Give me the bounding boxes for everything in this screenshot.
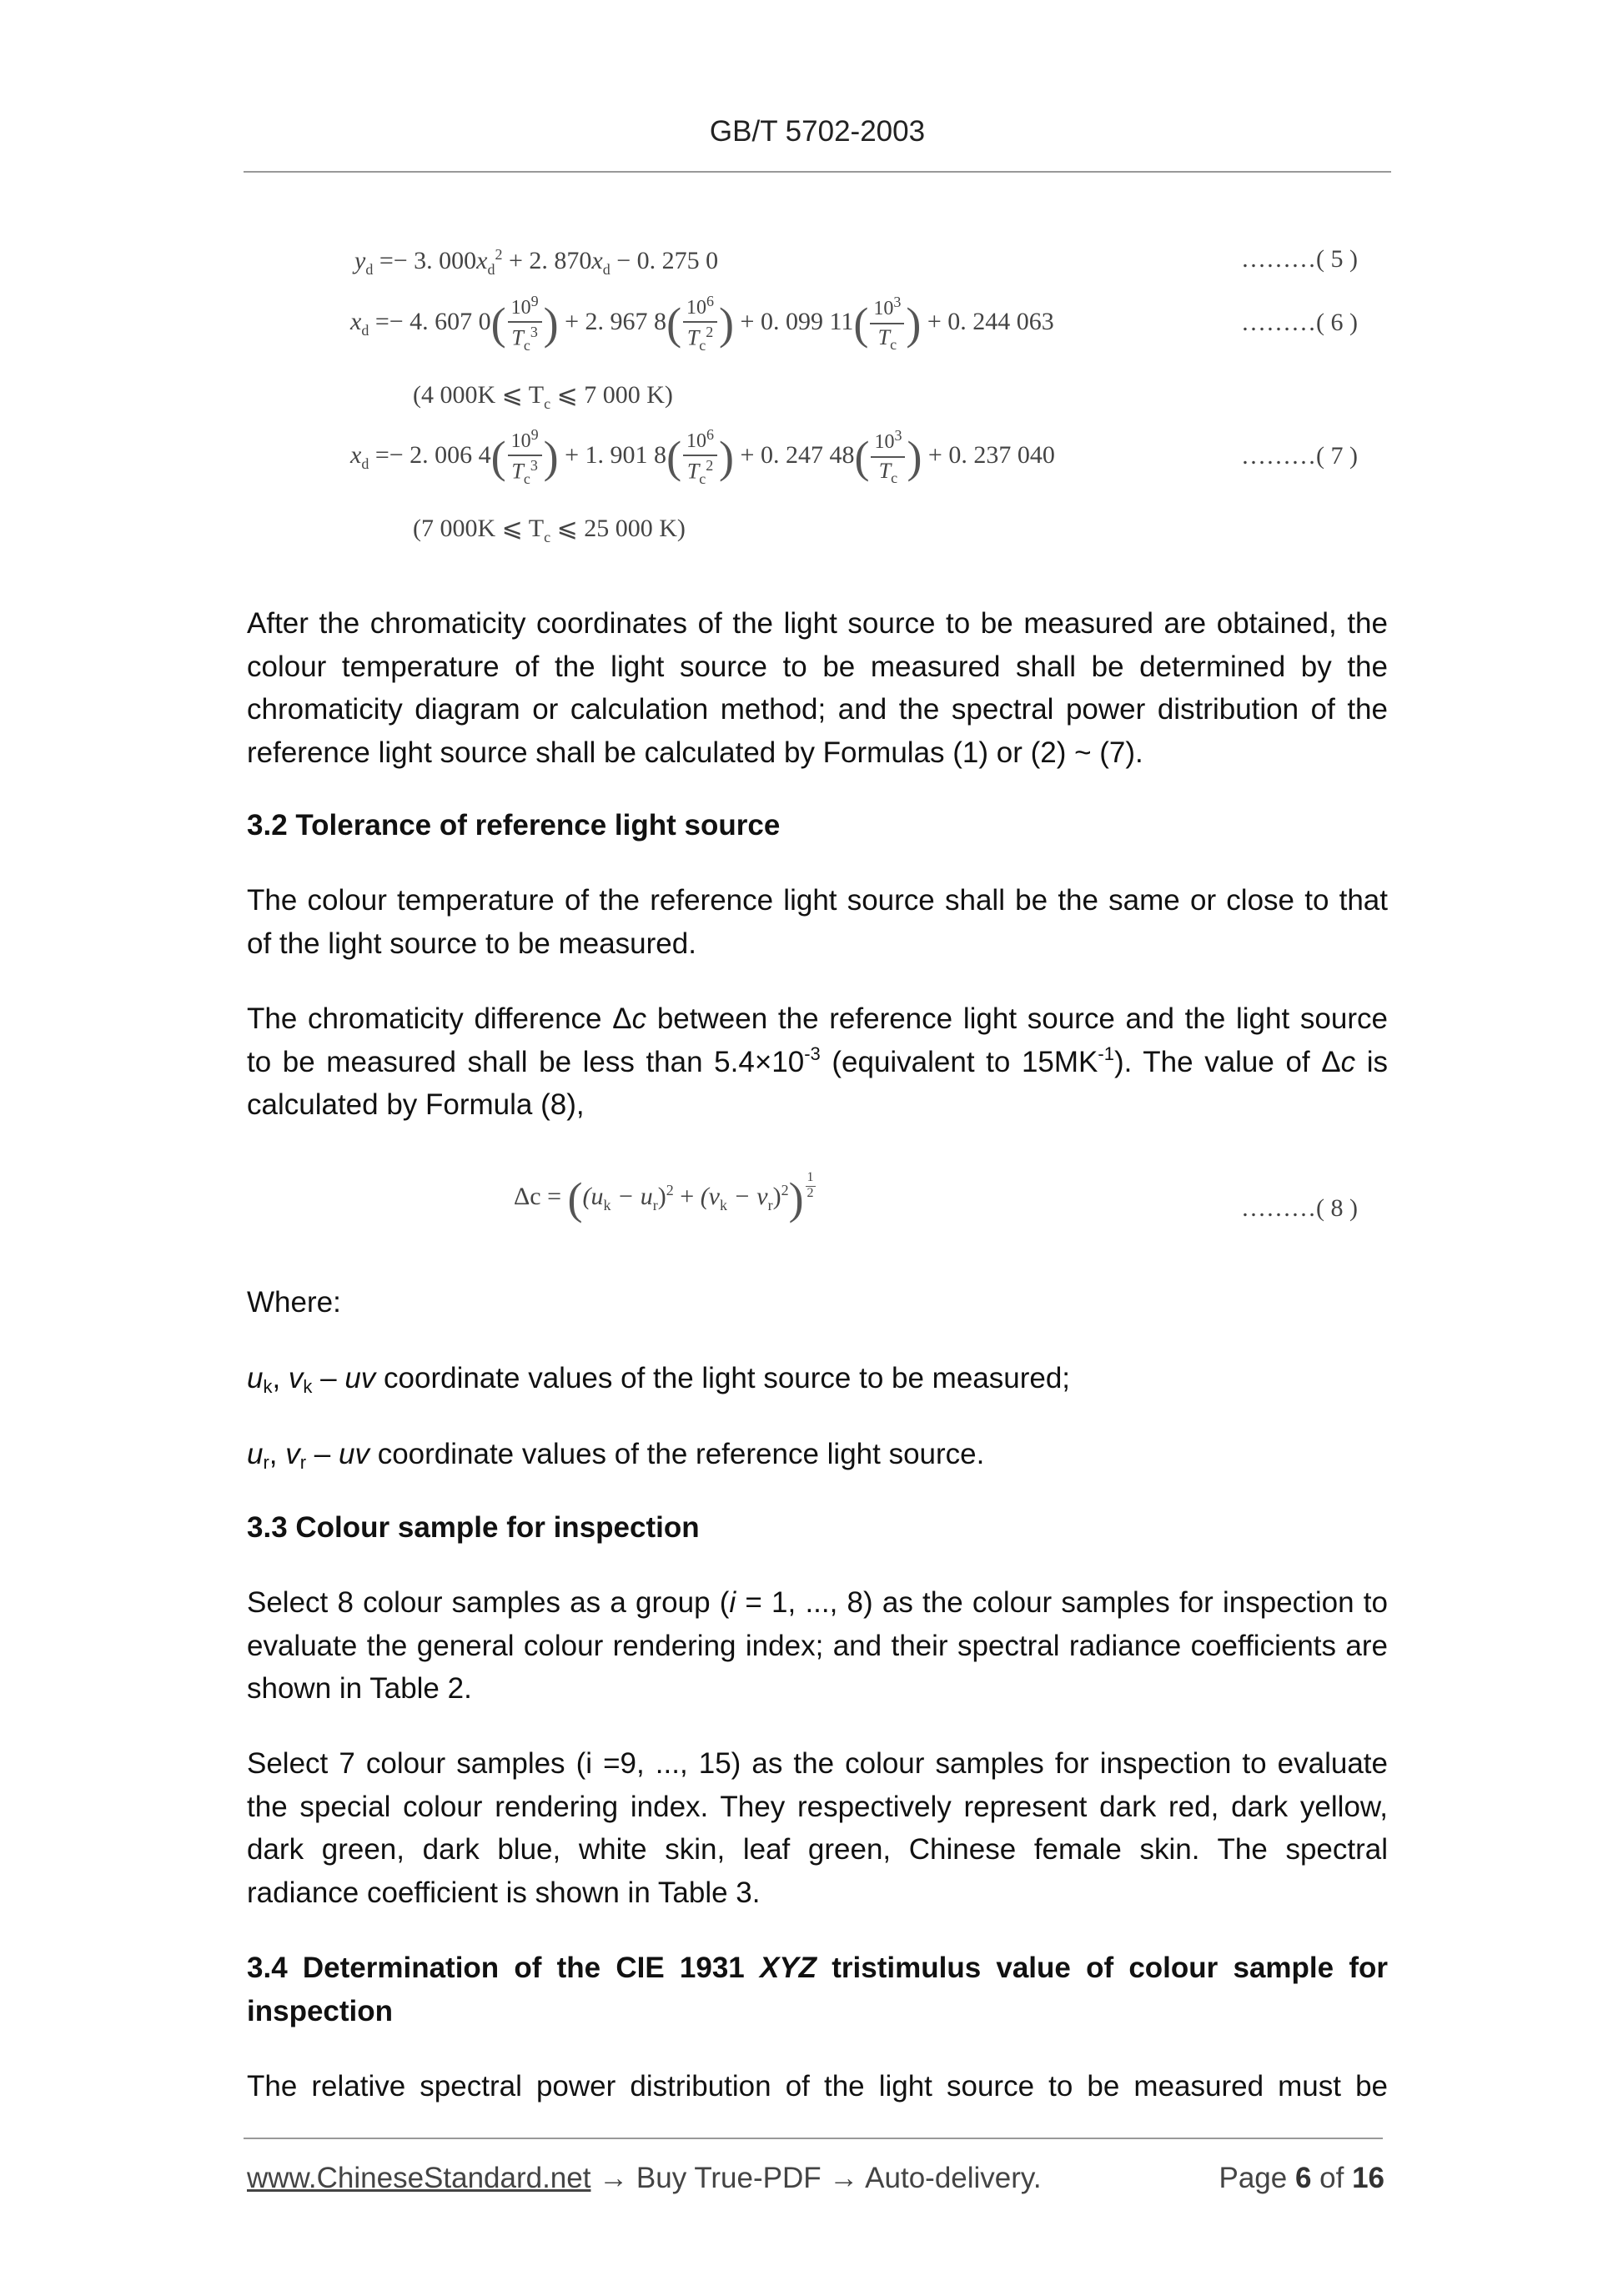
equation-6-number: ………( 6 ) <box>1241 309 1358 336</box>
eq7-f3-num: 10 <box>874 431 895 454</box>
eq7-f1-T-sub: c <box>523 470 530 488</box>
eq6-condition-start: (4 000K ⩽ T <box>413 381 545 409</box>
paragraph-special-samples: Select 7 colour samples (i =9, ..., 15) as the colour samples for inspection to evaluate the special colour rendering index. They respectively represent dark red, dark yellow, dark green, dark blue, white skin, leaf green, Chinese female skin. The spectral radiance coefficient is shown in Table 3. <box>247 1747 1388 1909</box>
eq5-x: x <box>476 247 488 274</box>
equation-6 <box>350 294 1054 354</box>
eq7-condition-sub: c <box>544 529 551 545</box>
eq6-f3-T-sub: c <box>890 335 897 353</box>
page-header-title: GB/T 5702-2003 <box>709 115 926 148</box>
def2-rest: coordinate values of the reference light source. <box>369 1438 985 1470</box>
eq8-t3: ) <box>657 1183 666 1210</box>
eq7-f2-num: 10 <box>686 430 707 452</box>
eq7-lparen-1: ( <box>490 431 506 482</box>
paragraph-colour-temperature: The colour temperature of the reference light source shall be the same or close to that of the light source to be measured. <box>247 884 1388 960</box>
eq6-coef1: =− 4. 607 0 <box>369 307 491 335</box>
eq5-x-sup: 2 <box>495 246 503 263</box>
eq7-lhs-sub: d <box>361 455 369 472</box>
eq7-rparen-1: ) <box>543 431 559 482</box>
p3-a: The chromaticity difference Δ <box>247 1002 632 1035</box>
eq6-frac-1 <box>508 294 542 354</box>
eq5-text3: − 0. 275 0 <box>610 247 719 274</box>
paragraph-relative-spd: The relative spectral power distribution of the light source to be measured must be <box>247 2070 1388 2103</box>
eq8-rparen: ) <box>788 1173 804 1224</box>
equation-5-number: ………( 5 ) <box>1241 245 1358 273</box>
def1-rest: coordinate values of the light source to be measured; <box>375 1362 1071 1394</box>
section-heading-3-4 <box>247 1947 1388 2032</box>
page-footer <box>247 2162 1384 2195</box>
def2-v-sub: r <box>299 1452 307 1473</box>
eq5-text1: =− 3. 000 <box>373 247 477 274</box>
eq6-coef4: + 0. 244 063 <box>921 307 1054 335</box>
def2-u-sub: r <box>263 1452 269 1473</box>
eq6-f2-num-sup: 6 <box>706 293 715 309</box>
eq6-f1-T-sub: c <box>523 337 530 354</box>
eq6-f3-num-sup: 3 <box>893 294 902 311</box>
page-number: 6 <box>1294 2162 1312 2194</box>
eq7-f2-den-sup: 2 <box>706 457 714 475</box>
footer-text: → Buy True-PDF → Auto-delivery. <box>590 2162 1042 2194</box>
eq7-rparen-2: ) <box>719 431 735 482</box>
eq7-frac-2 <box>683 427 717 487</box>
eq6-lparen-3: ( <box>853 298 869 349</box>
eq8-t6: ) <box>772 1183 781 1210</box>
eq6-coef3: + 0. 099 11 <box>734 307 854 335</box>
page-of-label: of <box>1311 2162 1353 2194</box>
def1-u: u <box>247 1362 264 1394</box>
eq6-lparen-2: ( <box>666 298 682 349</box>
eq5-text2: + 2. 870 <box>502 247 592 274</box>
p3-e: ). The value of Δ <box>1113 1045 1341 1078</box>
def2-v: v <box>285 1438 300 1470</box>
eq7-f3-T-sub: c <box>891 469 898 486</box>
eq8-exp-den: 2 <box>806 1185 814 1200</box>
eq5-lhs: y <box>354 247 366 274</box>
eq8-exponent <box>806 1171 816 1201</box>
eq6-lparen-1: ( <box>490 298 506 349</box>
eq6-f1-T: T <box>511 325 524 350</box>
def2-dash: – <box>306 1438 339 1470</box>
def1-u-sub: k <box>263 1376 273 1397</box>
paragraph-general-samples <box>247 1581 1388 1711</box>
eq6-f3-num: 10 <box>873 298 894 320</box>
eq7-f3-T: T <box>878 458 892 483</box>
eq7-f1-num: 10 <box>510 430 531 452</box>
eq6-f2-T-sub: c <box>699 337 706 354</box>
h34-b: tristimulus value of colour sample for inspection <box>247 1952 1388 2027</box>
footer-divider <box>244 2138 1383 2139</box>
eq6-frac-2 <box>683 294 717 354</box>
eq8-lhs: Δc = <box>514 1183 562 1210</box>
eq7-condition-start: (7 000K ⩽ T <box>413 515 545 542</box>
eq7-lparen-2: ( <box>666 431 682 482</box>
eq8-plus: + <box>673 1183 701 1210</box>
eq7-rparen-3: ) <box>907 431 922 482</box>
eq8-t2: − u <box>611 1183 653 1210</box>
h34-a: 3.4 Determination of the CIE 1931 <box>247 1952 760 1984</box>
p3-c1: c <box>631 1002 647 1035</box>
eq7-f1-num-sup: 9 <box>530 426 539 443</box>
eq8-sq2: 2 <box>781 1182 789 1198</box>
def1-uv: uv <box>344 1362 376 1394</box>
eq7-condition-end: ⩽ 25 000 K) <box>550 515 686 542</box>
def1-v: v <box>288 1362 304 1394</box>
eq6-rparen-2: ) <box>719 298 735 349</box>
eq6-f1-num-sup: 9 <box>530 293 539 309</box>
paragraph-chromaticity: After the chromaticity coordinates of the light source to be measured are obtained, the colour temperature of the light source to be measured shall be determined by the chromaticity diagram or calculation method; and the spectral power distribution of the reference light source shall be calculated by Formulas (1) or (2) ~ (7). <box>247 607 1388 769</box>
eq5-lhs-sub: d <box>365 261 374 278</box>
p3-d: (equivalent to 15MK <box>820 1045 1098 1078</box>
eq5-x2-sub: d <box>602 261 611 278</box>
eq7-f2-num-sup: 6 <box>706 426 715 443</box>
footer-site-link[interactable]: www.ChineseStandard.net <box>247 2162 591 2194</box>
eq8-t5-sub: r <box>767 1197 773 1213</box>
def2-uv: uv <box>339 1438 369 1470</box>
eq6-coef2: + 2. 967 8 <box>558 307 667 335</box>
eq6-f2-num: 10 <box>686 297 707 319</box>
eq5-x2: x <box>591 247 603 274</box>
header-divider <box>244 171 1391 173</box>
page-total: 16 <box>1352 2162 1384 2194</box>
eq6-frac-3 <box>870 294 904 352</box>
eq8-lparen: ( <box>567 1173 583 1224</box>
eq7-coef1: =− 2. 006 4 <box>369 440 491 469</box>
equation-7-condition <box>413 514 686 546</box>
eq5-x-sub: d <box>487 261 495 278</box>
eq6-condition-end: ⩽ 7 000 K) <box>550 381 673 409</box>
def2-u: u <box>247 1438 264 1470</box>
eq7-f2-T: T <box>686 459 700 484</box>
eq7-f2-T-sub: c <box>699 470 706 488</box>
eq6-condition-sub: c <box>544 395 551 412</box>
def1-sep: , <box>272 1362 289 1394</box>
equation-7 <box>350 427 1055 487</box>
equation-6-condition <box>413 380 673 413</box>
eq6-f2-T: T <box>686 325 700 350</box>
eq7-coef2: + 1. 901 8 <box>558 440 667 469</box>
definition-ur-vr <box>247 1438 984 1471</box>
eq6-f3-T: T <box>877 324 891 349</box>
where-label: Where: <box>247 1286 341 1319</box>
eq8-t4: (v <box>700 1183 720 1210</box>
def1-dash: – <box>312 1362 345 1394</box>
h34-xyz: XYZ <box>759 1952 817 1984</box>
p3-c2: c <box>1340 1045 1356 1078</box>
eq6-f1-den-sup: 3 <box>530 324 538 341</box>
section-heading-3-2: 3.2 Tolerance of reference light source <box>247 809 781 842</box>
eq7-lhs: x <box>350 440 362 469</box>
p4-a: Select 8 colour samples as a group ( <box>247 1586 730 1619</box>
eq7-f1-den-sup: 3 <box>530 457 538 475</box>
eq8-t1: (u <box>582 1183 604 1210</box>
eq8-t2-sub: r <box>652 1197 658 1213</box>
p3-sup2: -1 <box>1098 1042 1114 1064</box>
p3-sup1: -3 <box>804 1042 821 1064</box>
equation-7-number: ………( 7 ) <box>1241 442 1358 470</box>
eq8-t5: − v <box>727 1183 768 1210</box>
eq8-t1-sub: k <box>603 1197 611 1213</box>
eq6-f2-den-sup: 2 <box>706 324 714 341</box>
equation-8-number: ………( 8 ) <box>1241 1194 1358 1222</box>
eq7-lparen-3: ( <box>854 431 870 482</box>
eq7-f1-T: T <box>511 459 524 484</box>
eq6-f1-num: 10 <box>510 297 531 319</box>
eq7-f3-num-sup: 3 <box>894 427 902 445</box>
eq8-exp-num: 1 <box>806 1171 816 1187</box>
p4-b: = 1, ..., 8) as the colour samples for inspection to evaluate the general colour rendering index; and their spectral radiance coefficients are shown in Table 2. <box>247 1586 1388 1705</box>
def1-v-sub: k <box>303 1376 313 1397</box>
paragraph-chromaticity-difference <box>247 997 1388 1127</box>
p4-i: i <box>729 1586 736 1619</box>
eq7-frac-3 <box>871 428 905 485</box>
eq8-t4-sub: k <box>720 1197 727 1213</box>
definition-uk-vk <box>247 1362 1070 1395</box>
section-heading-3-3: 3.3 Colour sample for inspection <box>247 1511 700 1544</box>
equation-8 <box>514 1170 817 1224</box>
page-indicator <box>1219 2162 1384 2195</box>
equation-5 <box>354 247 718 277</box>
def2-sep: , <box>269 1438 286 1470</box>
p3-b: between the reference light source and the light source to be measured shall be less than 5.4×10 <box>247 1002 1388 1078</box>
eq6-lhs-sub: d <box>361 321 369 339</box>
eq8-sq1: 2 <box>666 1182 674 1198</box>
eq6-rparen-3: ) <box>906 298 922 349</box>
page-label: Page <box>1219 2162 1295 2194</box>
eq6-rparen-1: ) <box>543 298 559 349</box>
eq7-coef4: + 0. 237 040 <box>922 440 1055 469</box>
eq6-lhs: x <box>350 307 362 335</box>
eq7-frac-1 <box>508 427 542 487</box>
p3-f: is calculated by Formula (8), <box>247 1045 1388 1121</box>
eq7-coef3: + 0. 247 48 <box>734 440 855 469</box>
